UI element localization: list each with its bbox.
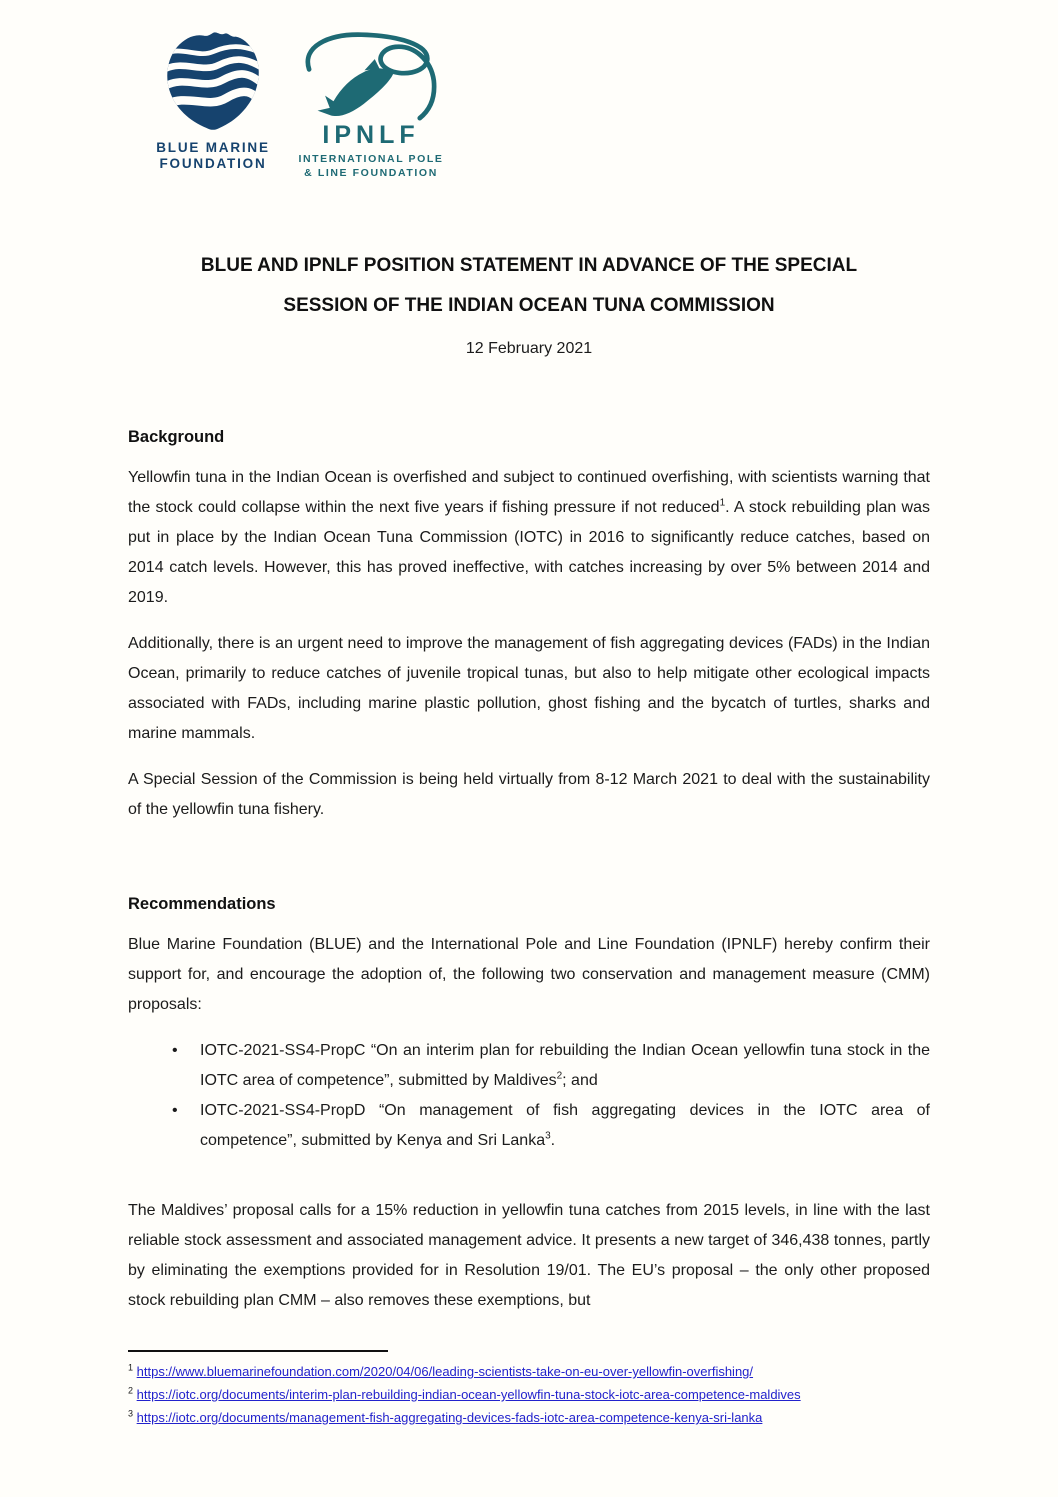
document-content — [128, 0, 930, 1429]
background-paragraph-3: A Special Session of the Commission is being held virtually from 8-12 March 2021 to deal with the sustainability of the yellowfin tuna fishery. — [128, 771, 930, 818]
document-title — [128, 246, 930, 326]
footnote-1-number: 1 — [128, 1362, 134, 1373]
bullet-propd-tail: . — [550, 1132, 556, 1149]
footnote-1-link[interactable]: https://www.bluemarinefoundation.com/2020/04/06/leading-scientists-take-on-eu-over-yellowfin-overfishing/ — [136, 1364, 754, 1379]
blue-marine-foundation-logo — [148, 28, 278, 172]
background-paragraph-1-text: Yellowfin tuna in the Indian Ocean is overfished and subject to continued overfishing, with scientists warning that the stock could collapse within the next five years if fishing pressure if not reduced — [128, 469, 930, 516]
bmf-logo-text — [148, 140, 278, 172]
ipnlf-fish-and-line-icon — [296, 28, 446, 122]
footnote-ref-3: 3 — [545, 1130, 551, 1142]
bmf-wave-emblem-icon — [163, 30, 263, 134]
logo-row — [148, 28, 930, 188]
background-paragraph-2: Additionally, there is an urgent need to improve the management of fish aggregating devices (FADs) in the Indian Ocean, primarily to reduce catches of juvenile tropical tunas, but also to help mitigate other ecological impacts associated with FADs, including marine plastic pollution, ghost fishing and the bycatch of turtles, sharks and marine mammals. — [128, 635, 930, 742]
document-title-line2: SESSION OF THE INDIAN OCEAN TUNA COMMISSION — [283, 295, 775, 316]
footnote-2 — [128, 1383, 930, 1406]
footnote-2-number: 2 — [128, 1385, 134, 1396]
bullet-propc-body: IOTC-2021-SS4-PropC “On an interim plan for rebuilding the Indian Ocean yellowfin tuna stock in the IOTC area of competence”, submitted by Maldives — [200, 1042, 930, 1089]
background-paragraph-1 — [128, 463, 930, 613]
footnote-2-link[interactable]: https://iotc.org/documents/interim-plan-rebuilding-indian-ocean-yellowfin-tuna-stock-iotc-area-competence-maldives — [136, 1387, 801, 1402]
footnote-3 — [128, 1406, 930, 1429]
ipnlf-logo — [292, 28, 450, 180]
bullet-item-propd — [128, 1096, 930, 1156]
ipnlf-logo-subtitle — [292, 152, 450, 180]
bullet-item-propd-text — [200, 1096, 930, 1156]
recommendations-bullet-list — [128, 1036, 930, 1156]
bullet-propd-body: IOTC-2021-SS4-PropD “On management of fish aggregating devices in the IOTC area of competence”, submitted by Kenya and Sri Lanka — [200, 1102, 930, 1149]
document-title-line1: BLUE AND IPNLF POSITION STATEMENT IN ADVANCE OF THE SPECIAL — [200, 255, 858, 276]
document-date: 12 February 2021 — [465, 340, 593, 357]
footnotes-section — [128, 1350, 930, 1429]
recommendations-heading: Recommendations — [128, 895, 276, 913]
bmf-logo-line2: FOUNDATION — [159, 156, 267, 171]
ipnlf-logo-acronym: IPNLF — [322, 121, 420, 149]
footnote-separator-rule — [128, 1350, 388, 1352]
footnote-ref-1: 1 — [719, 497, 726, 509]
footnote-1 — [128, 1360, 930, 1383]
footnote-ref-2: 2 — [556, 1070, 563, 1082]
footnote-3-link[interactable]: https://iotc.org/documents/management-fish-aggregating-devices-fads-iotc-area-competence-kenya-sri-lanka — [136, 1410, 763, 1425]
closing-paragraph: The Maldives’ proposal calls for a 15% reduction in yellowfin tuna catches from 2015 levels, in line with the last reliable stock assessment and associated management advice. It presents a new target of 346,438 tonnes, partly by eliminating the exemptions provided for in Resolution 19/01. The EU’s proposal – the only other proposed stock rebuilding plan CMM – also removes these exemptions, but — [128, 1202, 930, 1309]
footnote-3-number: 3 — [128, 1408, 134, 1419]
bullet-glyph: • — [172, 1042, 178, 1059]
background-paragraph-1-rest: . A stock rebuilding plan was put in place by the Indian Ocean Tuna Commission (IOTC) in 2016 to significantly reduce catches, based on 2014 catch levels. However, this has proved ineffective, with catches increasing by over 5% between 2014 and 2019. — [128, 499, 930, 606]
bullet-propc-tail: ; and — [562, 1072, 598, 1089]
bmf-logo-line1: BLUE MARINE — [156, 140, 270, 155]
bullet-glyph: • — [172, 1102, 178, 1119]
background-heading: Background — [128, 428, 225, 446]
recommendations-intro-paragraph: Blue Marine Foundation (BLUE) and the International Pole and Line Foundation (IPNLF) hereby confirm their support for, and encourage the adoption of, the following two conservation and management measure (CMM) proposals: — [128, 936, 930, 1013]
ipnlf-logo-line1: INTERNATIONAL POLE — [298, 153, 444, 165]
bullet-item-propc-text — [200, 1036, 930, 1096]
bullet-item-propc — [128, 1036, 930, 1096]
ipnlf-logo-line2: & LINE FOUNDATION — [304, 167, 438, 179]
